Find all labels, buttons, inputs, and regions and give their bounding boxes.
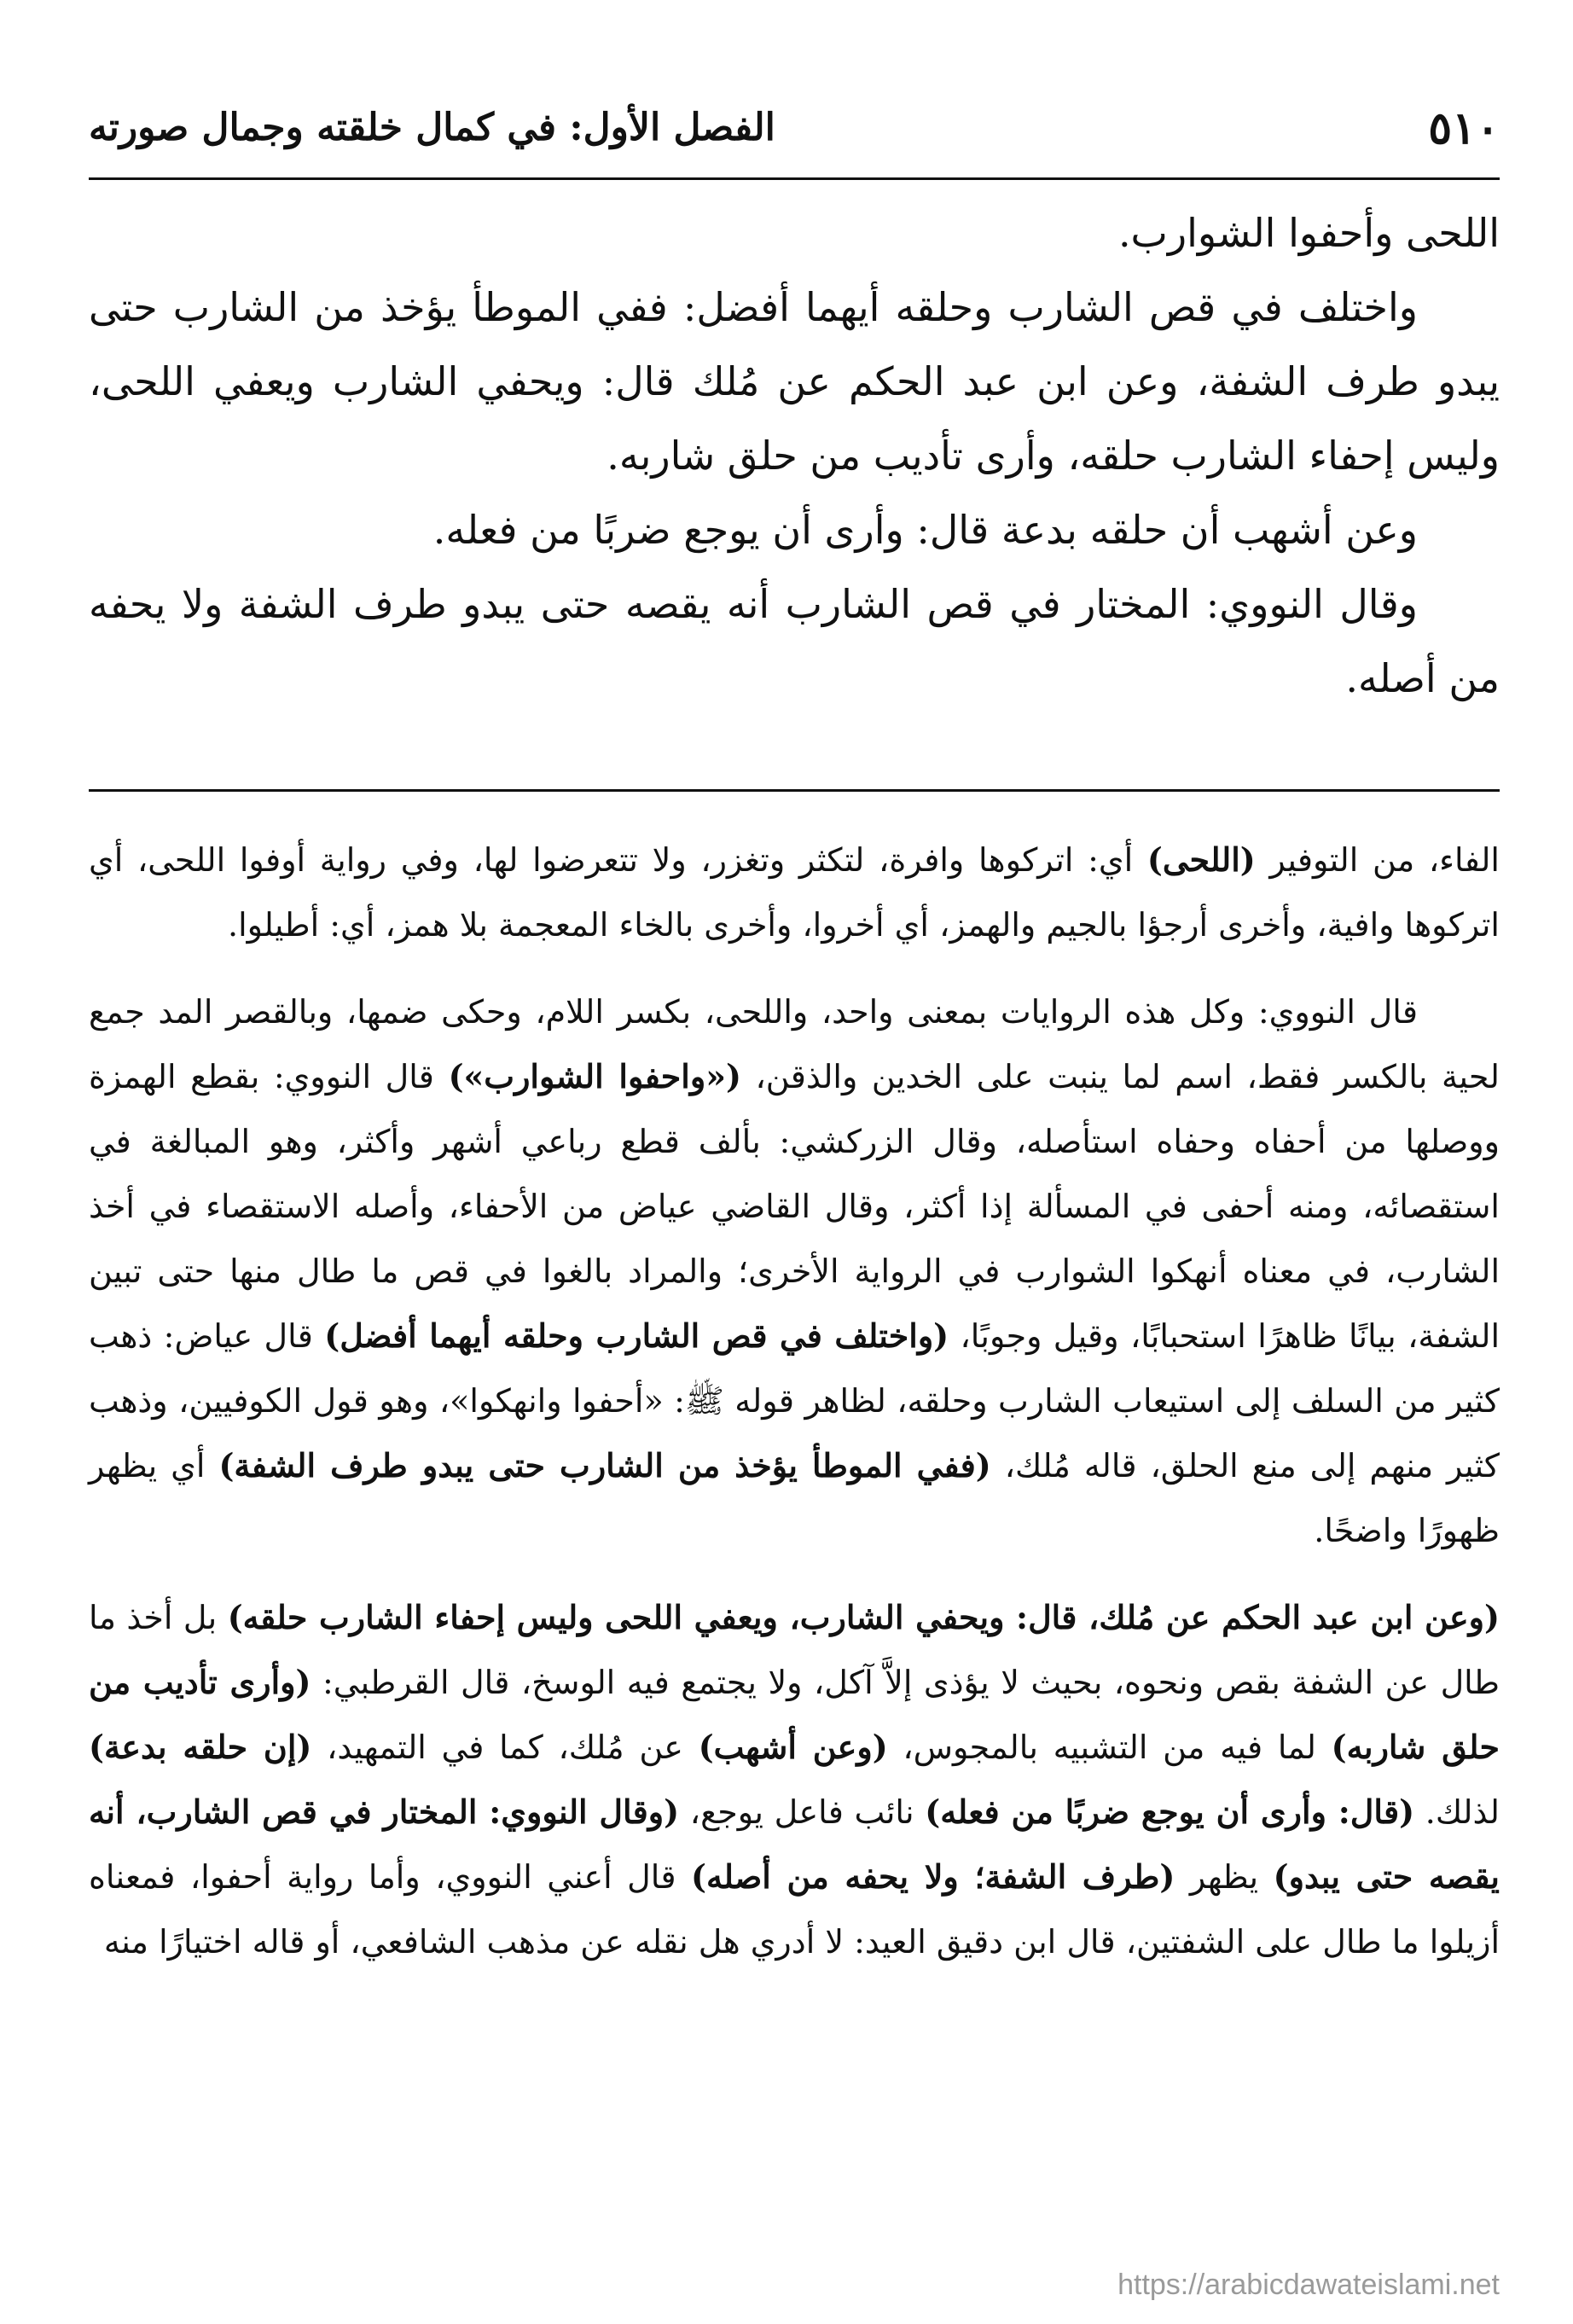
main-paragraph: وقال النووي: المختار في قص الشارب أنه يقصه حتى يبدو طرف الشفة ولا يحفه من أصله.	[89, 581, 1500, 701]
commentary-text-run: قال النووي: بقطع الهمزة ووصلها من أحفاه وحفاه استأصله، وقال الزركشي: بألف قطع رباعي أشهر وأكثر، وهو المبالغة في استقصائه، ومنه أحفى في المسألة إذا أكثر، وقال القاضي عياض من الأحفاء، وأصله الاستقصاء في أخذ الشارب، في معناه أنهكوا الشوارب في الرواية الأخرى؛ والمراد بالغوا في قص ما طال منها حتى تبين الشفة، بيانًا ظاهرًا استحبابًا، وقيل وجوبًا،	[89, 1058, 1500, 1355]
commentary-quote: (وعن أشهب)	[698, 1728, 888, 1766]
commentary-text-run: بل أخذ ما طال عن الشفة بقص ونحوه، بحيث لا يؤذى إلاَّ آكل، ولا يجتمع فيه الوسخ، قال القرطبي:	[89, 1599, 1500, 1701]
page-header	[89, 102, 1500, 164]
commentary-text	[89, 828, 1500, 1996]
commentary-text-run: عن مُلك، كما في التمهيد،	[311, 1728, 699, 1766]
watermark-url: https://arabicdawateislami.net	[1117, 2269, 1500, 2301]
main-paragraph: اللحى وأحفوا الشوارب.	[1117, 210, 1500, 256]
commentary-paragraph	[89, 1585, 1500, 1974]
commentary-paragraph	[89, 828, 1500, 957]
commentary-quote: (قال: وأرى أن يوجع ضربًا من فعله)	[925, 1792, 1415, 1831]
commentary-text-run: قال النووي: وكل هذه الروايات بمعنى واحد، واللحى، بكسر اللام، وحكى ضمها، وبالقصر المد جمع لحية بالكسر فقط، اسم لما ينبت على الخدين والذقن،	[89, 993, 1500, 1095]
main-paragraph: وعن أشهب أن حلقه بدعة قال: وأرى أن يوجع ضربًا من فعله.	[432, 507, 1418, 553]
commentary-quote: (إن حلقه بدعة)	[89, 1728, 312, 1766]
commentary-separator	[89, 789, 1500, 792]
commentary-quote: (طرف الشفة؛ ولا يحفه من أصله)	[691, 1857, 1175, 1896]
commentary-text-run: يظهر	[1175, 1858, 1274, 1896]
commentary-text-run: الفاء، من التوفير	[1255, 841, 1500, 879]
commentary-text-run: قال عياض: ذهب كثير من السلف إلى استيعاب الشارب وحلقه، لظاهر قوله ﷺ: «أحفوا وانهكوا»، وهو قول الكوفيين، وذهب كثير منهم إلى منع الحلق، قاله مُلك،	[89, 1317, 1500, 1484]
commentary-text-run: لما فيه من التشبيه بالمجوس،	[887, 1728, 1332, 1766]
commentary-text-run: أي: اتركوها وافرة، لتكثر وتغزر، ولا تتعرضوا لها، وفي رواية أوفوا اللحى، أي اتركوها وافية، وأخرى أرجؤا بالجيم والهمز، أي أخروا، وأخرى بالخاء المعجمة بلا همز، أي: أطيلوا.	[89, 841, 1500, 944]
commentary-text-run: قال أعني النووي، وأما رواية أحفوا، فمعناه أزيلوا ما طال على الشفتين، قال ابن دقيق العيد: لا أدري هل نقله عن مذهب الشافعي، أو قاله اختيارًا منه	[89, 1858, 1500, 1961]
commentary-quote: (اللحى)	[1146, 840, 1256, 879]
commentary-quote: (وقال النووي: المختار في قص الشارب، أنه يقصه حتى يبدو)	[89, 1792, 1500, 1896]
page-number: ٥١٠	[1428, 102, 1500, 154]
commentary-text-run: نائب فاعل يوجع،	[679, 1793, 926, 1831]
main-paragraph: واختلف في قص الشارب وحلقه أيهما أفضل: ففي الموطأ يؤخذ من الشارب حتى يبدو طرف الشفة، وعن ابن عبد الحكم عن مُلك قال: ويحفي الشارب ويعفي اللحى، وليس إحفاء الشارب حلقه، وأرى تأديب من حلق شاربه.	[89, 284, 1500, 479]
commentary-quote: (وعن ابن عبد الحكم عن مُلك، قال: ويحفي الشارب، ويعفي اللحى وليس إحفاء الشارب حلقه)	[227, 1598, 1500, 1636]
commentary-quote: («واحفوا الشوارب»)	[448, 1057, 741, 1095]
commentary-quote: (وأرى تأديب من حلق شاربه)	[89, 1663, 1500, 1766]
running-title: الفصل الأول: في كمال خلقته وجمال صورته	[89, 106, 775, 149]
commentary-text-run: لذلك.	[1414, 1793, 1500, 1831]
commentary-quote: (واختلف في قص الشارب وحلقه أيهما أفضل)	[324, 1316, 949, 1355]
main-text	[89, 196, 1500, 716]
header-rule	[89, 177, 1500, 180]
commentary-quote: (ففي الموطأ يؤخذ من الشارب حتى يبدو طرف الشفة)	[218, 1446, 991, 1484]
commentary-paragraph	[89, 979, 1500, 1563]
commentary-text-run: أي يظهر ظهورًا واضحًا.	[89, 1447, 1500, 1549]
